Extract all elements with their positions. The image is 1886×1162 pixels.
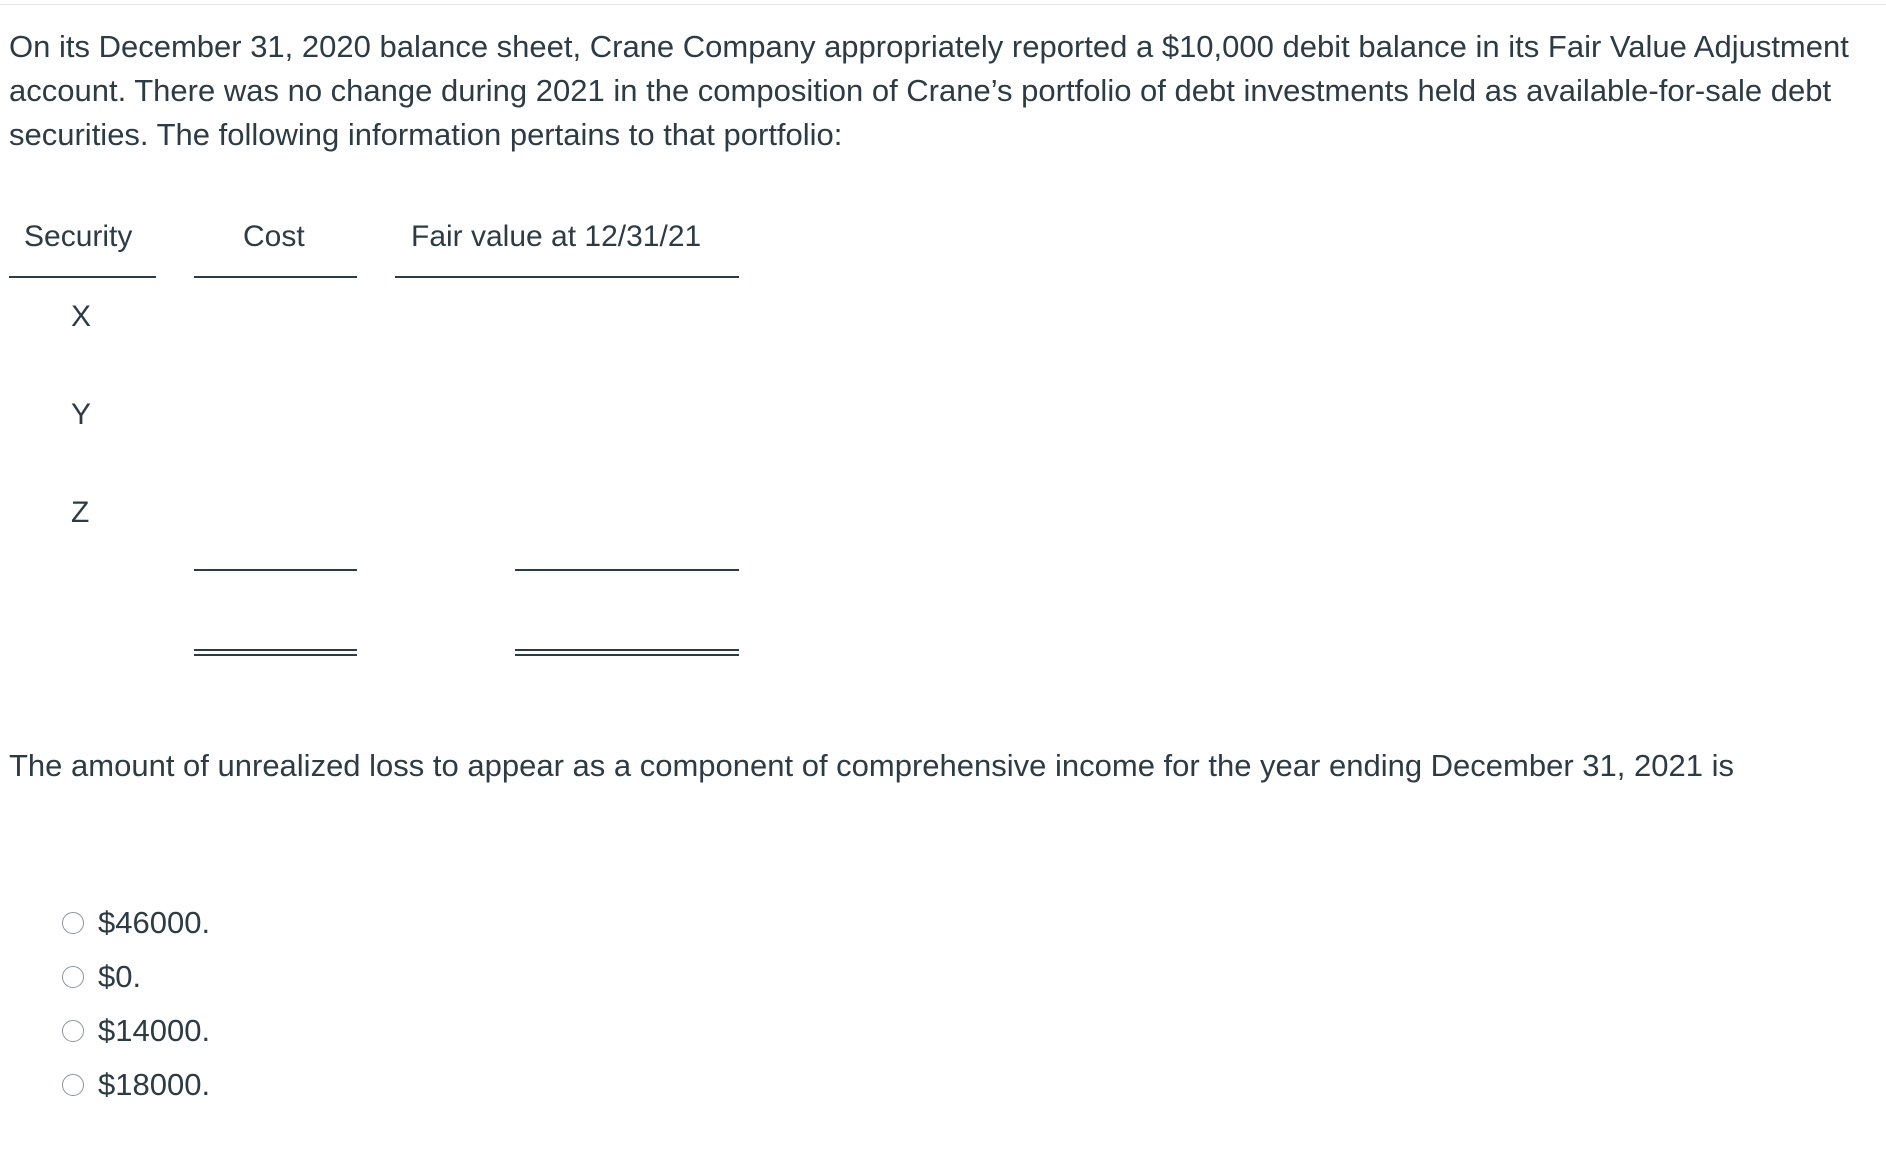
answer-option-label: $14000. bbox=[98, 1013, 211, 1048]
top-divider bbox=[0, 4, 1886, 5]
answer-options bbox=[62, 896, 210, 1112]
answer-option-label: $0. bbox=[98, 959, 142, 994]
radio-button-icon[interactable] bbox=[62, 1074, 84, 1096]
header-underline-fair-value bbox=[395, 276, 739, 278]
radio-button-icon[interactable] bbox=[62, 912, 84, 934]
header-underline-cost bbox=[194, 276, 357, 278]
header-fair-value: Fair value at 12/31/21 bbox=[411, 220, 702, 253]
answer-option[interactable] bbox=[62, 896, 210, 950]
header-underline-security bbox=[9, 276, 156, 278]
subtotal-rule-cost bbox=[194, 569, 357, 571]
row-x-security: X bbox=[71, 300, 92, 333]
radio-button-icon[interactable] bbox=[62, 1020, 84, 1042]
total-double-underline-fair-value bbox=[515, 649, 739, 656]
header-cost: Cost bbox=[243, 220, 305, 253]
answer-option[interactable] bbox=[62, 1058, 210, 1112]
problem-statement: On its December 31, 2020 balance sheet, Crane Company appropriately reported a $10,000 debit balance in its Fair Value Adjustment account. There was no change during 2021 in the composition of Crane’s portfolio of debt investments held as available-for-sale debt securities. The following information pertains to that portfolio: bbox=[9, 29, 1849, 152]
question-prompt: The amount of unrealized loss to appear as a component of comprehensive income for the year ending December 31, 2021 is bbox=[9, 748, 1734, 783]
row-z-security: Z bbox=[71, 496, 90, 529]
row-y-security: Y bbox=[71, 398, 92, 431]
answer-option[interactable] bbox=[62, 950, 210, 1004]
radio-button-icon[interactable] bbox=[62, 966, 84, 988]
header-security: Security bbox=[24, 220, 133, 253]
answer-option-label: $18000. bbox=[98, 1067, 211, 1102]
subtotal-rule-fair-value bbox=[515, 569, 739, 571]
answer-option[interactable] bbox=[62, 1004, 210, 1058]
total-double-underline-cost bbox=[194, 649, 357, 656]
answer-option-label: $46000. bbox=[98, 905, 211, 940]
